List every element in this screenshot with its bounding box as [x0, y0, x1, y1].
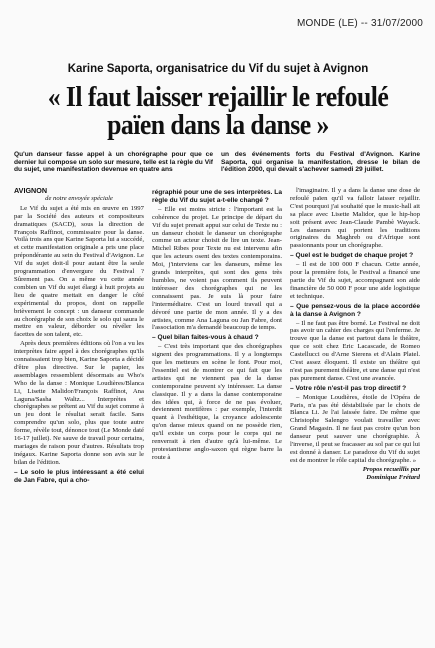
body-paragraph: Le Vif du sujet a été mis en œuvre en 1997 par la Société des auteurs et compositeurs dramatiques (SACD), sous la direction de François Raffinot, commissaire pour la danse. Voilà trois ans que Karine Saporta lui a succédé, et cette manifestation originale a pris une place prépondérante au sein du Festival d'Avignon. Le Vif du sujet doit-il pour autant être la seule programmation d'envergure du Festival ? Sûrement pas. On a même vu cette année combien un Vif du sujet élargi à huit projets au lieu de quatre mettait en danger le côté expérimental du propos, dont on rappelle brièvement le concept : un danseur commande au chorégraphe de son choix le solo qui saura le mettre en valeur, déborder ou révéler les facettes de son talent, etc.	[14, 204, 144, 339]
headline-line-2: païen dans la danse »	[107, 110, 329, 141]
body-column-3	[290, 187, 420, 592]
interview-question: – Quel est le budget de chaque projet ?	[290, 252, 414, 260]
signature-author: Dominique Frétard	[366, 473, 420, 481]
source-date-header: MONDE (LE) -- 31/07/2000	[297, 18, 423, 29]
article-body	[14, 187, 420, 592]
body-paragraph: – Il ne faut pas être borné. Le Festival ne doit pas avoir un cahier des charges qui l'enferme. Je trouve que la danse est partout dans le théâtre, que ce soit chez Eric Lacascade, de Romeo Castellucci ou d'Arne Sierens et d'Alain Platel. C'est assez éloquent. Il existe un théâtre qui n'est pas purement théâtre, et une danse qui n'est pas purement danse. C'est une avancée.	[290, 319, 420, 382]
lead-left: Qu'un danseur fasse appel à un chorégraphe pour que ce dernier lui compose un solo sur mesure, telle est la règle du Vif du sujet, une manifestation devenue en quatre ans	[14, 151, 213, 174]
interview-question: – Le solo le plus intéressant a été celui de Jan Fabre, qui a cho-	[14, 468, 144, 484]
article-lead	[14, 151, 420, 174]
interview-question: – Quel bilan faites-vous à chaud ?	[152, 334, 259, 342]
body-paragraph: – Elle est moins stricte : l'important est la cohérence du projet. Le principe de départ du Vif du sujet prenait appui sur celui de Texte nu : un danseur choisit le danseur un chorégraphe comme un acteur choisit de lire un texte. Jean-Michel Ribes pour Texte nu est intervenu afin que les acteurs osent des textes contemporains. Moi, j'interviens car les danseurs, même les grands interprètes, qui sont des gens très humbles, ne voient pas comment ils peuvent intéresser des chorégraphes qui ne les connaissent pas. Je suis là pour faire l'intermédiaire. C'est un lourd travail qui a dévoré une partie de mon année. Il y a des artistes, comme Ana Laguna ou Jan Fabre, dont l'association m'a demandé beaucoup de temps.	[152, 205, 282, 332]
article-kicker: Karine Saporta, organisatrice du Vif du sujet à Avignon	[67, 63, 369, 75]
body-column-1	[14, 187, 144, 592]
article-headline	[47, 84, 389, 140]
body-column-2	[152, 187, 282, 592]
interview-question: – Que pensez-vous de la place accordée à la danse à Avignon ?	[290, 302, 420, 318]
body-paragraph: – Il est de 100 000 F chacun. Cette année, pour la première fois, le Festival a financé une partie du Vif du sujet, accompagnant son aide financière de 50 000 F pour une aide logistique et technique.	[290, 261, 420, 300]
signature-line-1: Propos recueillis par	[362, 465, 420, 473]
body-paragraph: l'imaginaire. Il y a dans la danse une dose de refoulé païen qu'il va falloir laisser rejaillir. C'est pourquoi j'ai souhaité que le music-hall ait sa place avec Lisette Malidor, que le hip-hop soit présent avec Jean-Claude Pambè Wayack. Les danseurs qui portent les traditions originaires du Maghreb ou d'Afrique sont passionnants pour un chorégraphe.	[290, 187, 420, 250]
signature	[290, 466, 420, 482]
body-paragraph: – Monique Loudières, étoile de l'Opéra de Paris, n'a pas été déstabilisée par le choix de Blanca Li. Je l'ai laissée faire. De même que Christophe Salengro voulait travailler avec Grand Magasin. Il ne faut pas croire qu'un bon danseur peut sauver une chorégraphie. À l'inverse, il peut se fracasser au sol par ce qui lui est donné à danser. Le paradoxe du Vif du sujet est de montrer le rôle capital du chorégraphe. »	[290, 393, 420, 464]
dateline: AVIGNON	[14, 187, 48, 195]
lead-right: un des événements forts du Festival d'Avignon. Karine Saporta, qui organise la manifestation, dresse le bilan de l'édition 2000, qui devait s'achever samedi 29 juillet.	[221, 151, 420, 174]
interview-question: – Votre rôle n'est-il pas trop directif ?	[290, 384, 407, 392]
headline-line-1: « Il faut laisser rejaillir le refoulé	[47, 82, 389, 113]
byline: de notre envoyée spéciale	[45, 194, 113, 202]
body-paragraph: – C'est très important que des chorégraphes signent des programmations. Il y a longtemps que les metteurs en scène le font. Pour moi, l'essentiel est de montrer ce qui fait que les artistes qui ne viennent pas de la danse contemporaine peuvent s'y intéresser. La danse classique. Il y a dans la danse contemporaine des idées qui, à force de ne pas évoluer, deviennent mortifères : par exemple, l'interdit quant à l'esthétique, la croyance adolescente qu'on danse mieux quand on ne possède rien, qu'il existe un corps pour le corps qui ne renverrait à rien d'autre qu'à lui-même. Le protestantisme anglo-saxon qui règne barre la route à	[152, 343, 282, 461]
body-paragraph: Après deux premières éditions où l'on a vu les interprètes faire appel à des chorégraphes qu'ils connaissaient trop bien, Karine Saporta a décidé d'être plus directive. Sur le papier, les assemblages ressemblent désormais au Who's Who de la danse : Monique Loudières/Blanca Li, Lisette Malidor/François Raffinot, Ana Laguna/Sasha Waltz... Interprètes et chorégraphes se prêtent au Vif du sujet comme à un jeu dont le résultat serait facile. Sans comprendre qu'un solo, plus que toute autre forme, révèle tout, dénonce tout (Le Monde daté 16-17 juillet). Ne sauve de travail pour certains, mariages de raison pour d'autres. Résultats trop inégaux. Karine Saporta donne son avis sur le bilan de l'édition.	[14, 340, 144, 466]
interview-question: régraphié pour une de ses interprètes. La règle du Vif du sujet a-t-elle changé ?	[152, 189, 282, 204]
